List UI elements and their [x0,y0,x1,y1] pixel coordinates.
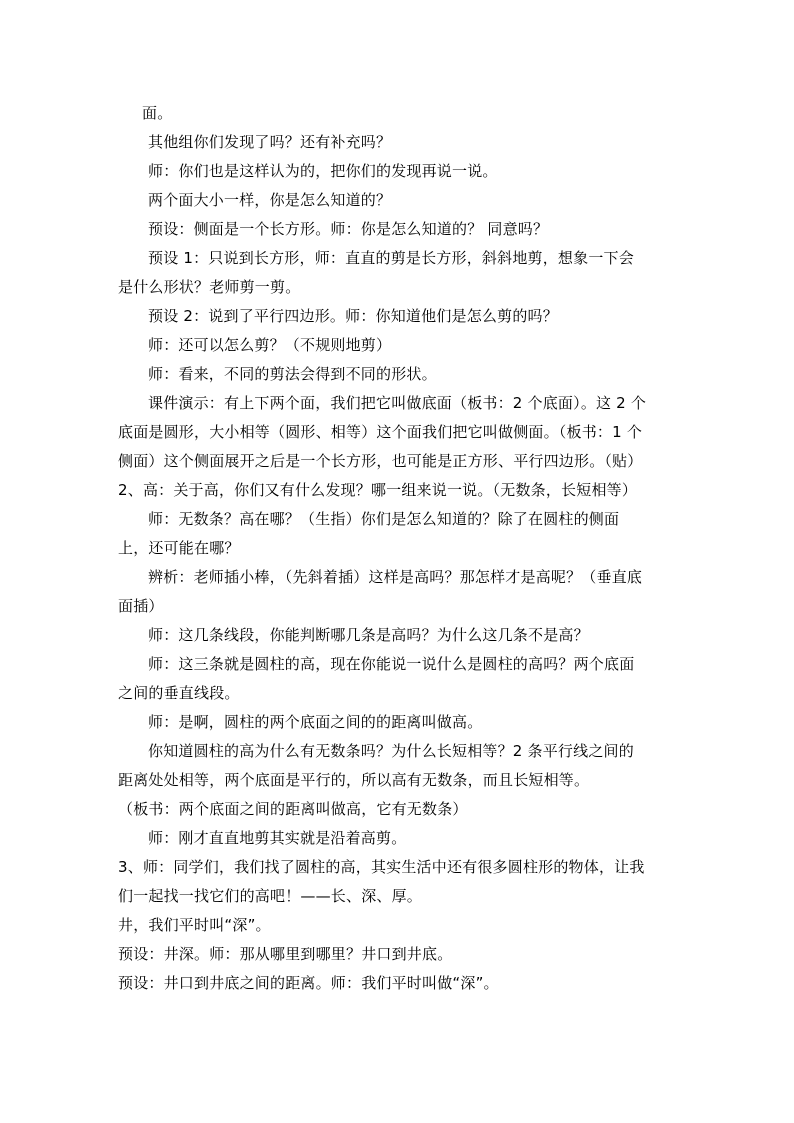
text-line: 师：这几条线段，你能判断哪几条是高吗？为什么这几条不是高？ [148,626,589,644]
text-line: 师：看来，不同的剪法会得到不同的形状。 [148,365,437,383]
text-line: 预设 2：说到了平行四边形。师：你知道他们是怎么剪的吗？ [148,307,558,325]
text-line: 两个面大小一样，你是怎么知道的？ [148,191,392,209]
text-line: 师：无数条？高在哪？（生指）你们是怎么知道的？除了在圆柱的侧面 [148,510,620,528]
text-line: 底面是圆形，大小相等（圆形、相等）这个面我们把它叫做侧面。（板书：1 个 [118,423,643,441]
text-line: 面插） [118,597,164,615]
text-line: 2、高：关于高，你们又有什么发现？哪一组来说一说。（无数条，长短相等） [118,481,638,499]
text-line: 课件演示：有上下两个面，我们把它叫做底面（板书：2 个底面）。这 2 个 [148,394,647,412]
text-line: 师：还可以怎么剪？（不规则地剪） [148,336,392,354]
text-line: 其他组你们发现了吗？还有补充吗？ [148,133,392,151]
text-line: 井，我们平时叫“深”。 [118,916,271,934]
text-line: 你知道圆柱的高为什么有无数条吗？为什么长短相等？2 条平行线之间的 [148,742,634,760]
text-line: 是什么形状？老师剪一剪。 [118,278,301,296]
text-line: 师：这三条就是圆柱的高，现在你能说一说什么是圆柱的高吗？两个底面 [148,655,635,673]
text-line: 上，还可能在哪？ [118,539,240,557]
text-line: 距离处处相等，两个底面是平行的，所以高有无数条，而且长短相等。 [118,771,590,789]
text-line: 辨析：老师插小棒，（先斜着插）这样是高吗？那怎样才是高呢？（垂直底 [148,568,643,586]
text-line: 们一起找一找它们的高吧！——长、深、厚。 [118,887,423,905]
text-line: 面。 [142,104,173,122]
text-line: 预设：井深。师：那从哪里到哪里？井口到井底。 [118,945,453,963]
text-line: 侧面）这个侧面展开之后是一个长方形，也可能是正方形、平行四边形。（贴） [118,452,643,470]
document-body [118,99,678,998]
text-line: 师：刚才直直地剪其实就是沿着高剪。 [148,829,407,847]
text-line: 之间的垂直线段。 [118,684,240,702]
text-line: 师：是啊，圆柱的两个底面之间的的距离叫做高。 [148,713,483,731]
text-line: 预设：井口到井底之间的距离。师：我们平时叫做“深”。 [118,974,499,992]
text-line: 预设 1：只说到长方形，师：直直的剪是长方形，斜斜地剪，想象一下会 [148,249,634,267]
text-line: 预设：侧面是一个长方形。师：你是怎么知道的？ 同意吗？ [148,220,549,238]
text-line: （板书：两个底面之间的距离叫做高，它有无数条） [118,800,468,818]
text-line: 3、师：同学们，我们找了圆柱的高，其实生活中还有很多圆柱形的物体，让我 [118,858,645,876]
text-line: 师：你们也是这样认为的，把你们的发现再说一说。 [148,162,498,180]
